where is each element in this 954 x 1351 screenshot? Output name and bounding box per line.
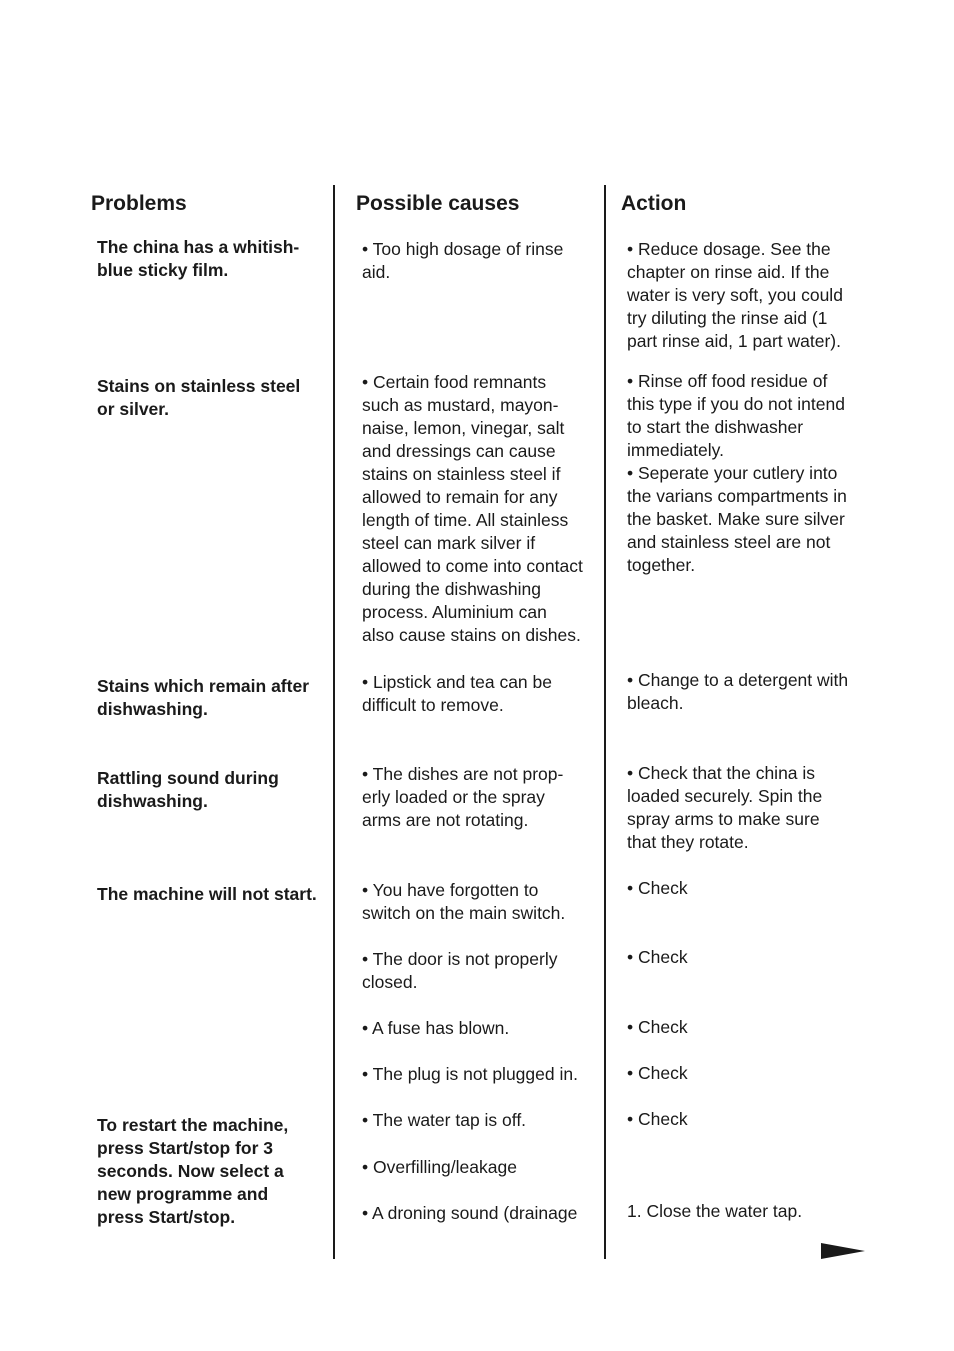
- cause-main-switch: • You have forgotten to switch on the main switch.: [362, 880, 566, 923]
- cause-rinse-aid-dosage: • Too high dosage of rinse aid.: [362, 239, 564, 282]
- problem-stains-steel-silver: Stains on stainless steel or silver.: [97, 376, 301, 419]
- problem-whitish-film: The china has a whitish- blue sticky film.: [97, 237, 300, 280]
- action-change-detergent: • Change to a detergent with bleach.: [627, 670, 849, 713]
- action-check: • Check: [627, 878, 688, 898]
- problem-remaining-stains: Stains which remain after dishwashing.: [97, 676, 310, 719]
- action-reduce-dosage: • Reduce dosage. See the chapter on rinse aid. If the water is very soft, you could try diluting the rinse aid (1 part rinse aid, 1 part water).: [627, 239, 843, 351]
- restart-instructions: To restart the machine, press Start/stop for 3 seconds. Now select a new programme and press Start/stop.: [97, 1115, 289, 1227]
- cause-not-plugged-in: • The plug is not plugged in.: [362, 1064, 578, 1084]
- arrow-right-icon: [821, 1243, 865, 1259]
- cause-improper-loading: • The dishes are not prop- erly loaded or the spray arms are not rotating.: [362, 764, 564, 830]
- action-check: • Check: [627, 1017, 688, 1037]
- cause-lipstick-tea: • Lipstick and tea can be difficult to remove.: [362, 672, 552, 715]
- action-check: • Check: [627, 947, 688, 967]
- cause-fuse-blown: • A fuse has blown.: [362, 1018, 510, 1038]
- action-check-loading: • Check that the china is loaded securely. Spin the spray arms to make sure that they rotate.: [627, 763, 823, 852]
- header-action: Action: [621, 192, 687, 215]
- action-check: • Check: [627, 1109, 688, 1129]
- problem-rattling-sound: Rattling sound during dishwashing.: [97, 768, 279, 811]
- header-problems: Problems: [91, 192, 187, 215]
- cause-overfilling-leakage: • Overfilling/leakage: [362, 1157, 517, 1177]
- header-possible-causes: Possible causes: [356, 192, 520, 215]
- problem-will-not-start: The machine will not start.: [97, 884, 317, 904]
- cause-water-tap-off: • The water tap is off.: [362, 1110, 527, 1130]
- cause-food-remnants: • Certain food remnants such as mustard, mayon- naise, lemon, vinegar, salt and dressings can cause stains on stainless steel if allowed to remain for any length of time. All stainless steel can mark silver if allowed to come into contact during the dishwashing process. Aluminium can also cause stains on dishes.: [362, 372, 583, 645]
- column-divider-left: [333, 185, 335, 1259]
- cause-droning-sound: • A droning sound (drainage: [362, 1203, 578, 1223]
- action-rinse-separate-cutlery: • Rinse off food residue of this type if you do not intend to start the dishwasher immediately. • Seperate your cutlery into the varians compartments in the basket. Make sure silver and stainless steel are not together.: [627, 371, 847, 575]
- cause-door-not-closed: • The door is not properly closed.: [362, 949, 558, 992]
- action-check: • Check: [627, 1063, 688, 1083]
- column-divider-right: [604, 185, 606, 1259]
- action-close-water-tap: 1. Close the water tap.: [627, 1201, 803, 1221]
